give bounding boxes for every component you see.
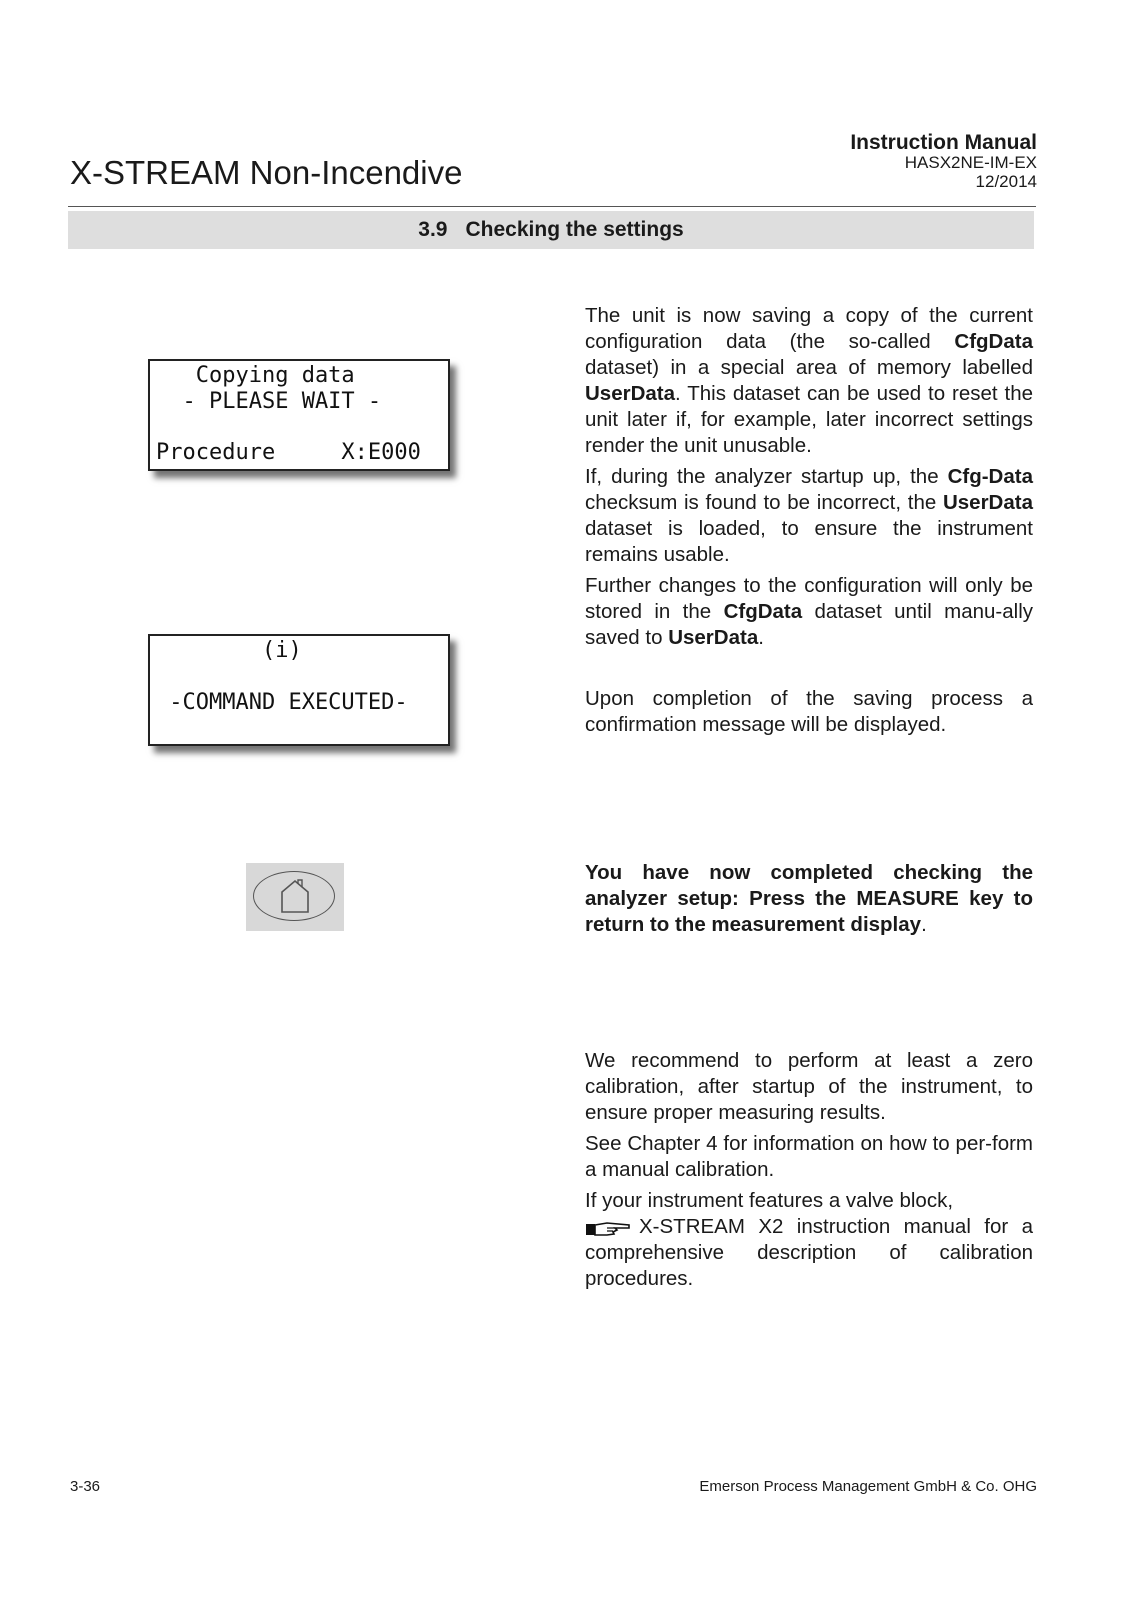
- lcd-line: -COMMAND EXECUTED-: [156, 690, 408, 715]
- document-title: X-STREAM Non-Incendive: [70, 154, 463, 191]
- lcd-executed-display: [148, 634, 450, 746]
- lcd-line: Copying data: [156, 363, 355, 388]
- paragraph: See Chapter 4 for information on how to per-form a manual calibration.: [585, 1132, 1033, 1181]
- section-title: Checking the settings: [465, 218, 684, 241]
- manual-label: Instruction Manual: [850, 131, 1037, 154]
- page-number: 3-36: [70, 1478, 101, 1495]
- paragraph: You have now completed checking the analyzer setup: Press the MEASURE key to return to the measurement display.: [585, 861, 1033, 936]
- calibration-text: [585, 1048, 1033, 1297]
- doc-date: 12/2014: [975, 171, 1037, 191]
- section-heading: [68, 211, 1034, 249]
- measure-key: [246, 863, 344, 931]
- header-meta: [850, 131, 1037, 191]
- completion-text: [585, 860, 1033, 943]
- lcd-copying-display: [148, 359, 450, 471]
- confirmation-text: [585, 686, 1033, 743]
- company-name: Emerson Process Management GmbH & Co. OHG: [699, 1478, 1037, 1495]
- paragraph: If, during the analyzer startup up, the Cfg-Data checksum is found to be incorrect, the UserData dataset is loaded, to ensure the instrument remains usable.: [585, 465, 1033, 566]
- section-number: 3.9: [418, 218, 448, 241]
- lcd-line: Procedure X:E000: [156, 440, 421, 465]
- paragraph: The unit is now saving a copy of the current configuration data (the so-called CfgData dataset) in a special area of memory labelled UserData. This dataset can be used to reset the unit later if, for example, later incorrect settings render the unit unusable.: [585, 304, 1033, 457]
- doc-number: HASX2NE-IM-EX: [904, 153, 1037, 173]
- paragraph: If your instrument features a valve block, X-STREAM X2 instruction manual for a comprehensive description of calibration procedures.: [585, 1189, 1033, 1290]
- paragraph: Further changes to the configuration will only be stored in the CfgData dataset until manu-ally saved to UserData.: [585, 574, 1034, 649]
- paragraph: Upon completion of the saving process a confirmation message will be displayed.: [585, 687, 1033, 736]
- paragraph: We recommend to perform at least a zero calibration, after startup of the instrument, to ensure proper measuring results.: [585, 1049, 1033, 1124]
- lcd-line: - PLEASE WAIT -: [156, 389, 382, 414]
- intro-text: [585, 303, 1033, 656]
- home-icon: [279, 878, 311, 914]
- pointing-hand-icon: [585, 1219, 633, 1237]
- header-rule: [68, 206, 1036, 207]
- lcd-line: (i): [156, 638, 302, 663]
